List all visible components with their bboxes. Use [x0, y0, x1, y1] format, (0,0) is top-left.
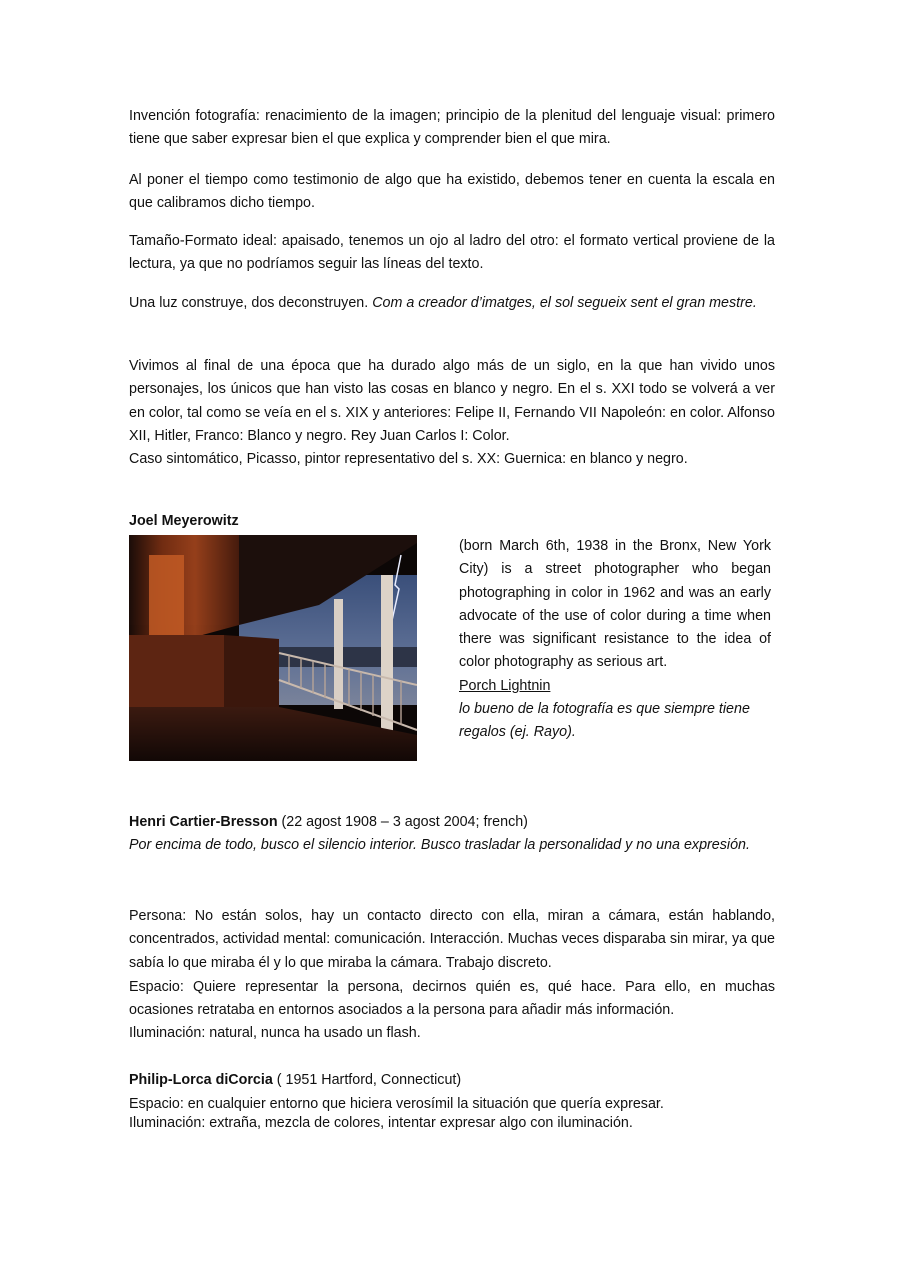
paragraph-picasso: Caso sintomático, Picasso, pintor representativo del s. XX: Guernica: en blanco y negro.: [129, 451, 688, 467]
paragraph-luz: [129, 292, 775, 315]
cartier-iluminacion: Iluminación: natural, nunca ha usado un flash.: [129, 1025, 421, 1041]
dicorcia-iluminacion: Iluminación: extraña, mezcla de colores, intentar expresar algo con iluminación.: [129, 1115, 633, 1131]
luz-quote: Com a creador d’imatges, el sol segueix sent el gran mestre.: [372, 295, 757, 311]
cartier-persona: Persona: No están solos, hay un contacto directo con ella, miran a cámara, están hablando, concentrados, actividad mental: comunicación. Interacción. Muchas veces disparaba sin mirar, ya que sabía lo que miraba él y lo que miraba la cámara. Trabajo discreto.: [129, 908, 775, 971]
heading-cartier-bresson-line: [129, 811, 775, 834]
bio-text: (born March 6th, 1938 in the Bronx, New York City) is a street photographer who began photographing in color in 1962 and was an early advocate of the use of color during a time when there was significant resistance to the idea of color photography as serious art.: [459, 538, 771, 671]
cartier-quote: Por encima de todo, busco el silencio interior. Busco trasladar la personalidad y no una expresión.: [129, 837, 750, 853]
porch-lightning-photo: [129, 535, 417, 761]
meyerowitz-quote: lo bueno de la fotografía es que siempre tiene regalos (ej. Rayo).: [459, 701, 750, 741]
porch-lightning-link[interactable]: Porch Lightnin: [459, 677, 551, 694]
paragraph-invencion: Invención fotografía: renacimiento de la imagen; principio de la plenitud del lenguaje visual: primero tiene que saber expresar bien el que explica y comprender bien el que mira.: [129, 108, 775, 148]
cartier-dates: (22 agost 1908 – 3 agost 2004; french): [277, 814, 528, 830]
paragraph-epoca: Vivimos al final de una época que ha durado algo más de un siglo, en la que han vivido unos personajes, los únicos que han visto las cosas en blanco y negro. En el s. XXI todo se volverá a ver en color, tal como se veía en el s. XIX y anteriores: Felipe II, Fernando VII Napoleón: en color. Alfonso XII, Hitler, Franco: Blanco y negro. Rey Juan Carlos I: Color.: [129, 358, 775, 444]
heading-meyerowitz: Joel Meyerowitz: [129, 513, 239, 529]
heading-cartier-bresson: Henri Cartier-Bresson: [129, 814, 278, 830]
cartier-espacio: Espacio: Quiere representar la persona, decirnos quién es, qué hace. Para ello, en muchas ocasiones retrataba en entornos asociados a la persona para añadir más información.: [129, 979, 775, 1019]
dicorcia-dates: ( 1951 Hartford, Connecticut): [272, 1072, 462, 1088]
dicorcia-espacio: Espacio: en cualquier entorno que hiciera verosímil la situación que quería expresar.: [129, 1096, 664, 1112]
paragraph-formato: Tamaño-Formato ideal: apaisado, tenemos un ojo al ladro del otro: el formato vertical proviene de la lectura, ya que no podríamos seguir las líneas del texto.: [129, 233, 775, 273]
heading-dicorcia-line: [129, 1069, 775, 1092]
heading-dicorcia: Philip-Lorca diCorcia: [129, 1072, 273, 1088]
luz-text: Una luz construye, dos deconstruyen.: [129, 295, 373, 311]
paragraph-tiempo: Al poner el tiempo como testimonio de algo que ha existido, debemos tener en cuenta la escala en que calibramos dicho tiempo.: [129, 172, 775, 212]
meyerowitz-bio: [459, 535, 771, 745]
